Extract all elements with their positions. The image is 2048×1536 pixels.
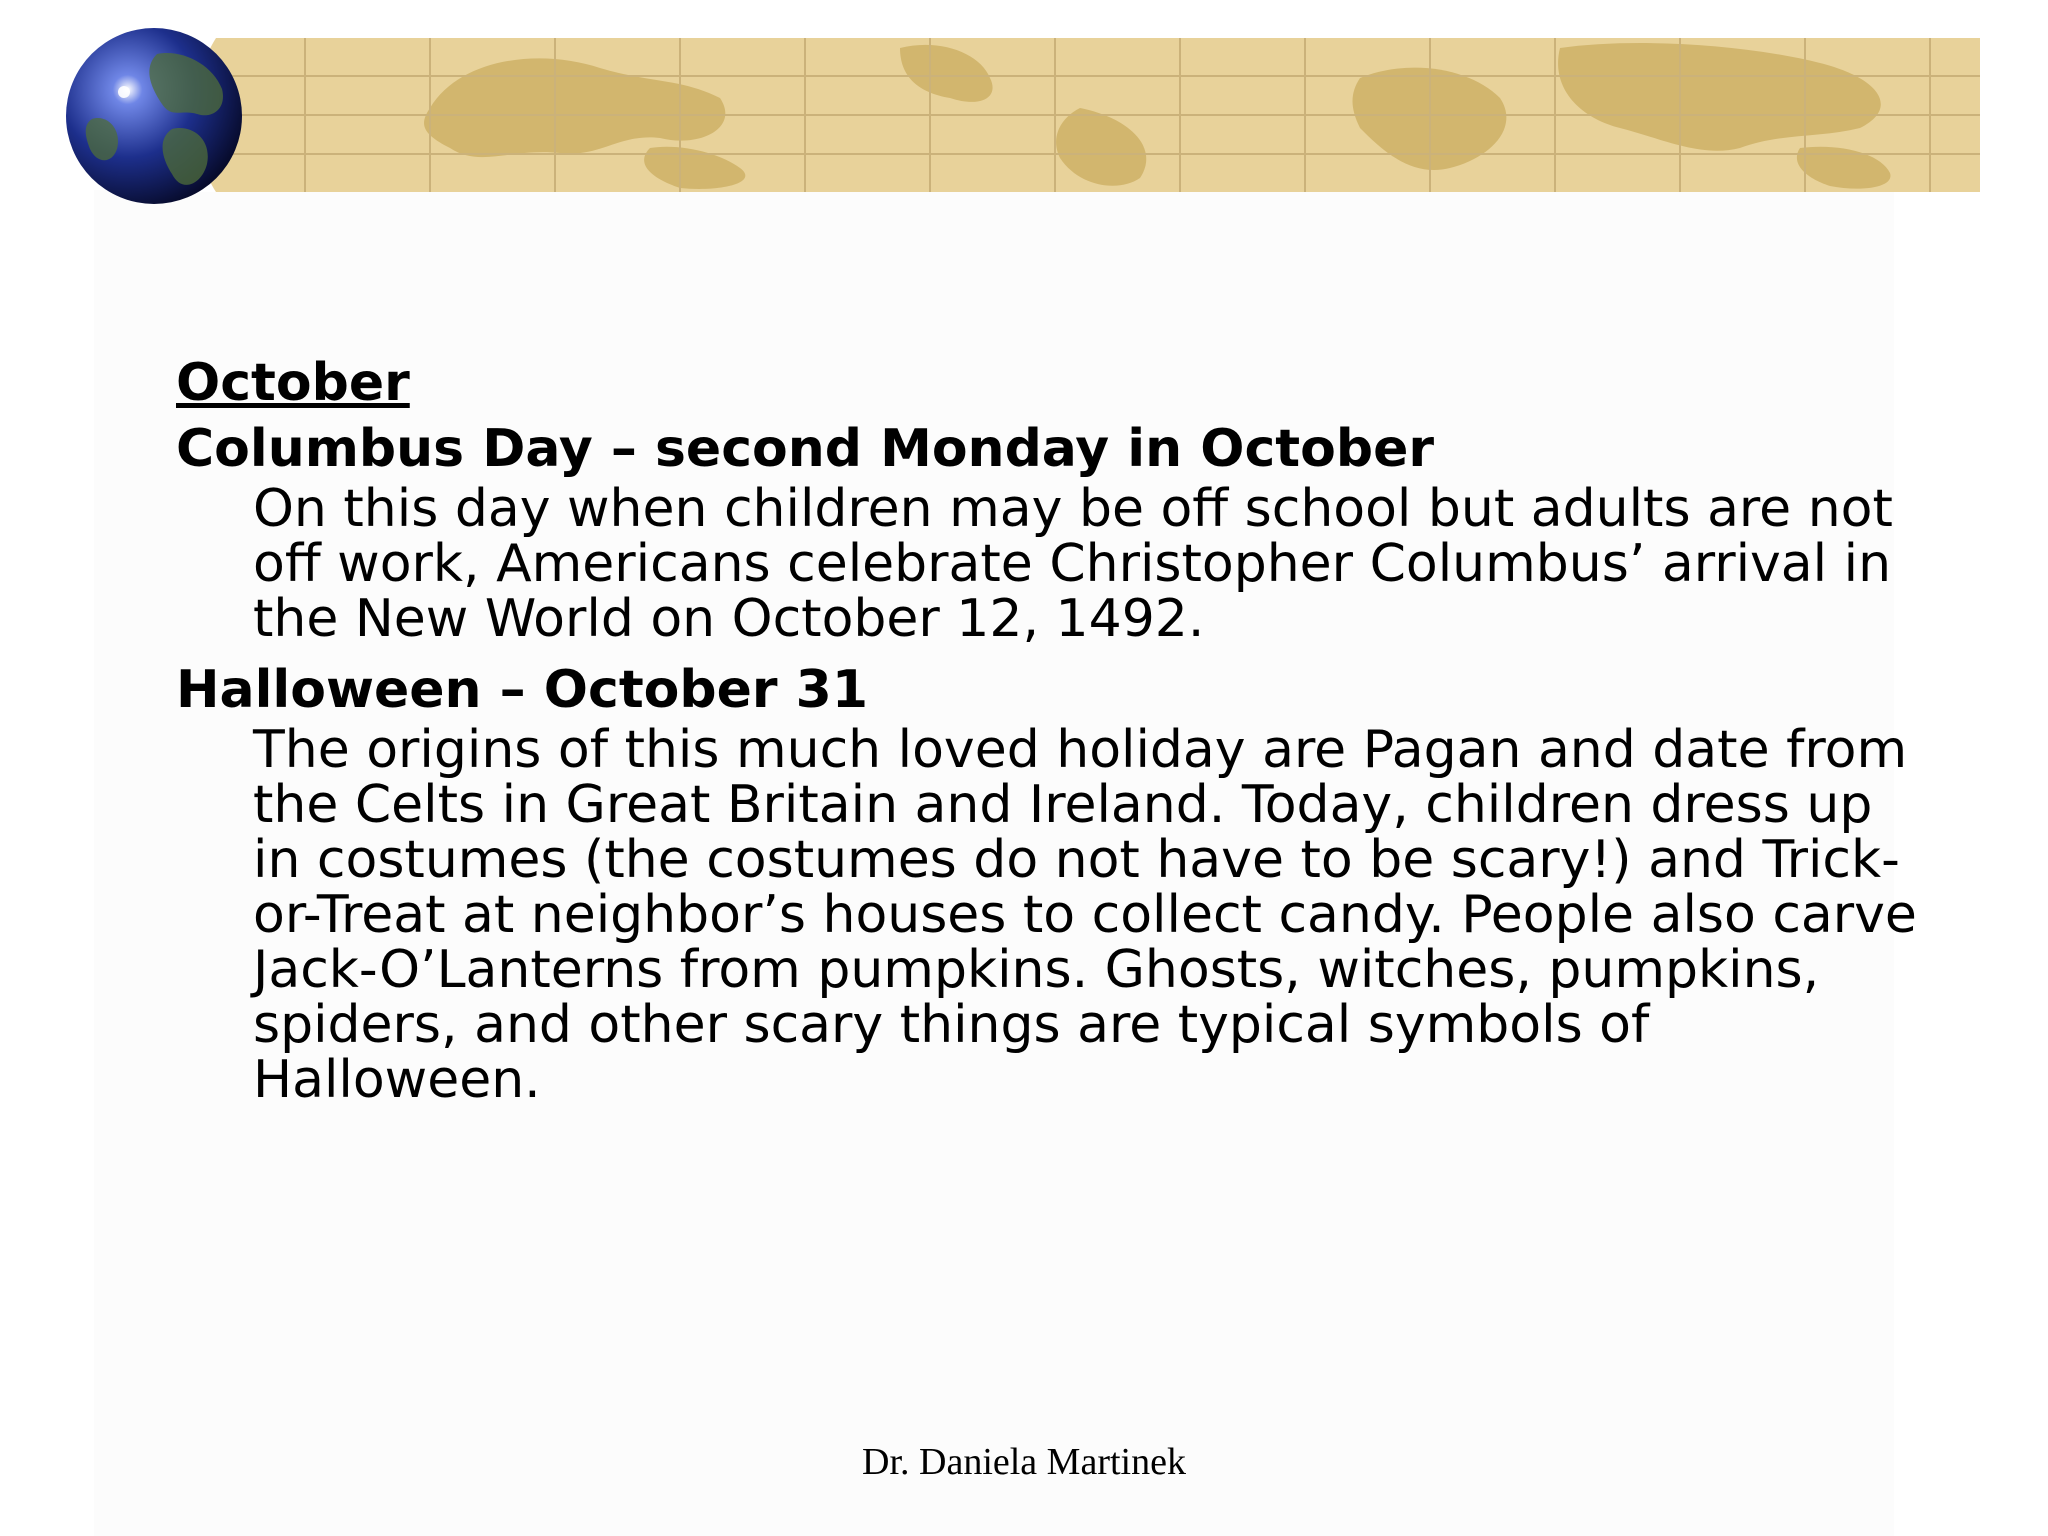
month-title: October <box>176 353 410 413</box>
holiday-heading-columbus-day: Columbus Day – second Monday in October <box>176 419 1434 479</box>
holiday-description-halloween: The origins of this much loved holiday are Pagan and date from the Celts in Great Britain and Ireland. Today, children dress up in costumes (the costumes do not have to be scary!) and Trick-or-Treat at neighbor’s houses to collect candy. People also carve Jack-O’Lanterns from pumpkins. Ghosts, witches, pumpkins, spiders, and other scary things are typical symbols of Halloween. <box>253 720 1917 1110</box>
world-map-banner <box>180 38 1980 192</box>
globe-icon <box>62 24 246 208</box>
holiday-heading-halloween: Halloween – October 31 <box>176 660 868 720</box>
holiday-description-columbus-day: On this day when children may be off school but adults are not off work, Americans celebrate Christopher Columbus’ arrival in the New World on October 12, 1492. <box>253 479 1893 649</box>
footer-author: Dr. Daniela Martinek <box>862 1441 1186 1483</box>
slide-body <box>176 350 1916 1118</box>
